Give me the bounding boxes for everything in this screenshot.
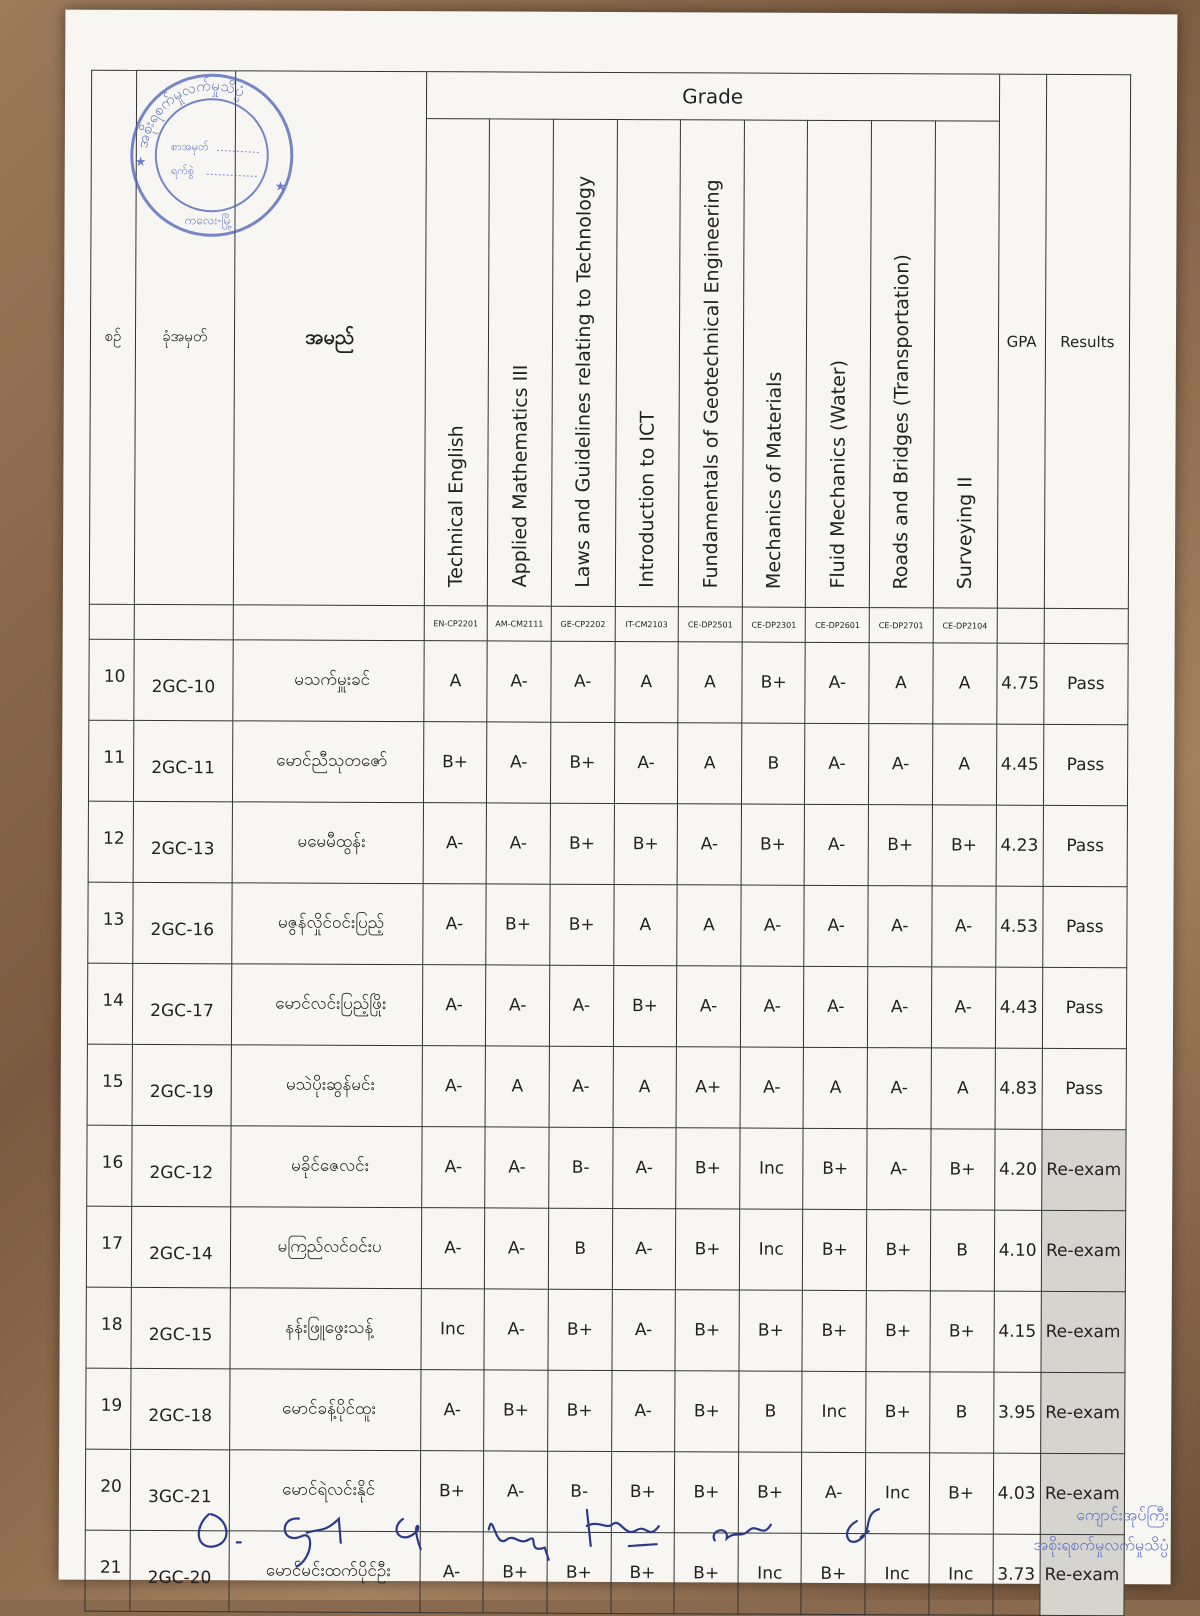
serial-number: 15	[87, 1044, 133, 1125]
institution-name: အစိုးရစက်မှုလက်မှုသိပ္ပံ	[939, 1529, 1169, 1560]
serial-number: 21	[85, 1530, 131, 1611]
grade-cell: B+	[613, 965, 677, 1046]
serial-number: 17	[86, 1206, 132, 1287]
grade-cell: A	[614, 641, 678, 722]
results-header: Results	[1044, 74, 1131, 608]
grade-cell: B+	[803, 1128, 867, 1209]
code-spacer	[89, 604, 134, 639]
grade-cell: B+	[420, 1451, 484, 1532]
grade-cell: B+	[929, 1453, 993, 1534]
grade-cell: B+	[550, 803, 614, 884]
roll-number: 2GC-15	[131, 1287, 230, 1368]
grade-cell: B+	[930, 1291, 994, 1372]
code-spacer	[134, 604, 233, 639]
grade-table	[84, 70, 1131, 1616]
grade-cell: A-	[867, 1048, 931, 1129]
grade-cell: A-	[867, 1129, 931, 1210]
principal-stamp	[939, 1499, 1169, 1570]
subject-code: CE-DP2501	[678, 607, 742, 642]
gpa-value: 4.10	[994, 1210, 1042, 1291]
result-status: Re-exam	[1041, 1129, 1126, 1210]
student-name: မောင်ညီသုတဇော်	[232, 721, 423, 803]
roll-number: 2GC-16	[133, 882, 232, 963]
grade-cell: B+	[614, 803, 678, 884]
grade-cell: A-	[612, 1127, 676, 1208]
student-name: မဇွန်လှိုင်ဝင်းပြည့်	[231, 883, 422, 965]
grade-cell: B+	[742, 642, 806, 723]
grade-cell: A	[423, 641, 487, 722]
grade-cell: A-	[485, 1208, 549, 1289]
grade-cell: A	[678, 723, 742, 804]
grade-cell: A-	[612, 1208, 676, 1289]
result-status: Pass	[1043, 805, 1128, 886]
roll-number: 2GC-13	[133, 801, 232, 882]
serial-number: 16	[87, 1125, 133, 1206]
gpa-value: 4.45	[996, 724, 1044, 805]
grade-cell: A-	[420, 1532, 484, 1613]
grade-cell: A-	[869, 724, 933, 805]
grade-cell: B	[738, 1371, 802, 1452]
grade-cell: B+	[868, 805, 932, 886]
grade-cell: B	[741, 723, 805, 804]
grade-cell: Inc	[929, 1534, 993, 1615]
student-name: မကြည်လင်ဝင်းပ	[230, 1207, 421, 1289]
grade-cell: A-	[802, 1452, 866, 1533]
grade-cell: B+	[930, 1129, 994, 1210]
grade-cell: A	[613, 884, 677, 965]
roll-number: 2GC-20	[130, 1530, 229, 1611]
seal-field-number: စာအမှတ်	[171, 140, 209, 155]
seal-star-icon: ★	[135, 155, 147, 170]
subject-title: Technical English	[445, 425, 468, 595]
gpa-header: GPA	[997, 74, 1047, 608]
grade-cell: A	[933, 643, 997, 724]
gpa-value: 3.95	[993, 1372, 1041, 1453]
subject-header	[488, 119, 554, 606]
subject-header	[933, 121, 999, 608]
grade-cell: B+	[674, 1533, 738, 1614]
grade-cell: Inc	[740, 1128, 804, 1209]
grade-cell: B+	[866, 1372, 930, 1453]
serial-number: 18	[86, 1287, 132, 1368]
grade-cell: A-	[486, 803, 550, 884]
student-row	[87, 1125, 1126, 1211]
result-sheet	[59, 10, 1178, 1585]
gpa-value: 4.75	[996, 643, 1044, 724]
grade-cell: B+	[676, 1128, 740, 1209]
subject-code: CE-DP2104	[933, 608, 997, 643]
grade-cell: A-	[421, 1208, 485, 1289]
subject-title: Roads and Bridges (Transportation)	[890, 254, 913, 597]
roll-number: 2GC-19	[132, 1044, 231, 1125]
student-row	[86, 1206, 1125, 1292]
roll-number: 2GC-14	[132, 1206, 231, 1287]
serial-header: စဉ်	[89, 70, 136, 604]
subject-header	[742, 120, 808, 607]
grade-cell: B+	[610, 1532, 674, 1613]
grade-cell: B+	[674, 1452, 738, 1533]
grade-cell: B	[929, 1372, 993, 1453]
roll-number: 2GC-10	[134, 639, 233, 720]
gpa-value: 3.73	[992, 1534, 1040, 1615]
subject-header	[551, 119, 617, 606]
grade-cell: B+	[486, 884, 550, 965]
grade-cell: B+	[484, 1370, 548, 1451]
student-row	[88, 882, 1127, 968]
grade-cell: A-	[421, 1127, 485, 1208]
grade-cell: A+	[676, 1047, 740, 1128]
subject-code: IT-CM2103	[615, 606, 679, 641]
gpa-value: 4.03	[993, 1453, 1041, 1534]
serial-number: 20	[85, 1449, 131, 1530]
grade-cell: B+	[548, 1370, 612, 1451]
grade-cell: A-	[420, 1370, 484, 1451]
grade-cell: A-	[422, 1046, 486, 1127]
grade-cell: A-	[868, 967, 932, 1048]
student-name: မသဲပိုးဆွန်မင်း	[231, 1045, 422, 1127]
subject-code: EN-CP2201	[424, 606, 488, 641]
grade-cell: B	[548, 1208, 612, 1289]
roll-no-header: ခုံအမှတ်	[134, 70, 235, 604]
gpa-value: 4.53	[995, 886, 1043, 967]
grade-cell: B+	[550, 722, 614, 803]
signature-1	[199, 1514, 227, 1547]
result-status: Pass	[1042, 967, 1127, 1048]
result-status: Re-exam	[1040, 1372, 1125, 1453]
grade-cell: Inc	[865, 1453, 929, 1534]
student-name: မမေမီထွန်း	[232, 802, 423, 884]
grade-cell: A-	[487, 641, 551, 722]
subject-header	[424, 119, 490, 606]
seal-field-date: ရက်စွဲ	[171, 164, 194, 179]
grade-cell: A-	[422, 884, 486, 965]
subject-title: Applied Mathematics III	[508, 365, 531, 596]
roll-number: 3GC-21	[130, 1449, 229, 1530]
signatures	[189, 1488, 959, 1571]
grade-cell: A-	[868, 886, 932, 967]
grade-cell: Inc	[738, 1533, 802, 1614]
gpa-value: 4.20	[994, 1129, 1042, 1210]
signature-3	[396, 1519, 420, 1549]
serial-number: 14	[87, 963, 133, 1044]
grade-cell: A-	[549, 1046, 613, 1127]
grade-cell: B+	[676, 1209, 740, 1290]
student-row	[89, 639, 1128, 725]
student-name: မောင်လင်းပြည့်ဖြိုး	[231, 964, 422, 1046]
grade-cell: B+	[738, 1452, 802, 1533]
code-spacer-results	[1044, 608, 1128, 643]
signature-2	[285, 1518, 341, 1566]
roll-number: 2GC-18	[131, 1368, 230, 1449]
grade-cell: B	[930, 1210, 994, 1291]
grade-cell: A-	[487, 722, 551, 803]
grade-cell: A-	[740, 966, 804, 1047]
subject-code: CE-DP2701	[869, 608, 933, 643]
grade-cell: B+	[801, 1533, 865, 1614]
grade-cell: A-	[486, 965, 550, 1046]
student-row	[87, 1044, 1126, 1130]
student-name: နန်းဖြူဖွေးသန့်	[230, 1288, 421, 1370]
grade-cell: Inc	[865, 1534, 929, 1615]
result-status: Pass	[1042, 1048, 1127, 1129]
subject-title: Surveying II	[954, 477, 977, 598]
subject-header	[615, 119, 681, 606]
serial-number: 12	[88, 801, 134, 882]
student-name: မောင်မင်းထက်ပိုင်ဦး	[229, 1531, 420, 1613]
student-name: မသက်မှူးခင်	[233, 640, 424, 722]
grade-cell: A	[485, 1046, 549, 1127]
grade-cell: A-	[805, 642, 869, 723]
result-status: Re-exam	[1040, 1453, 1125, 1534]
grade-cell: A-	[484, 1289, 548, 1370]
grade-cell: B+	[483, 1532, 547, 1613]
grade-cell: B-	[549, 1127, 613, 1208]
grade-cell: B+	[550, 884, 614, 965]
signature-5	[587, 1510, 659, 1546]
subject-title: Mechanics of Materials	[763, 371, 786, 596]
grade-cell: Inc	[802, 1371, 866, 1452]
grade-cell: A-	[740, 1047, 804, 1128]
grade-cell: B+	[739, 1290, 803, 1371]
subject-title: Introduction to ICT	[636, 411, 659, 596]
gpa-value: 4.23	[996, 805, 1044, 886]
student-row	[86, 1368, 1125, 1454]
roll-number: 2GC-11	[134, 720, 233, 801]
grade-cell: A	[804, 1047, 868, 1128]
grade-cell: A-	[804, 966, 868, 1047]
grade-cell: B+	[611, 1451, 675, 1532]
code-spacer-gpa	[997, 608, 1044, 643]
subject-header	[806, 120, 872, 607]
grade-cell: B+	[866, 1210, 930, 1291]
result-status: Re-exam	[1040, 1534, 1125, 1615]
grade-cell: A-	[805, 804, 869, 885]
grade-cell: A-	[614, 722, 678, 803]
signature-6	[714, 1524, 771, 1540]
grade-cell: B+	[423, 722, 487, 803]
grade-cell: B+	[675, 1290, 739, 1371]
grade-cell: A-	[932, 886, 996, 967]
grade-cell: Inc	[421, 1289, 485, 1370]
student-name: မောင်ခန့်ပိုင်ထူး	[229, 1369, 420, 1451]
grade-cell: A-	[611, 1370, 675, 1451]
subject-code: GE-CP2202	[551, 606, 615, 641]
grade-cell: A-	[931, 967, 995, 1048]
grade-cell: A	[932, 724, 996, 805]
subject-code: AM-CM2111	[487, 606, 551, 641]
grade-cell: A-	[551, 641, 615, 722]
seal-ring-text: အစိုးရစက်မှုလက်မှုသိပ္ပံ	[133, 76, 247, 151]
roll-number: 2GC-17	[133, 963, 232, 1044]
result-status: Pass	[1042, 886, 1127, 967]
grade-cell: A	[677, 885, 741, 966]
grade-cell: A-	[549, 965, 613, 1046]
grade-cell: A-	[612, 1289, 676, 1370]
name-header: အမည်	[233, 71, 426, 606]
grade-cell: A-	[677, 966, 741, 1047]
grade-cell: A-	[484, 1451, 548, 1532]
grade-cell: B+	[866, 1291, 930, 1372]
result-status: Re-exam	[1041, 1210, 1126, 1291]
signature-7	[847, 1509, 879, 1542]
signature-4	[489, 1524, 549, 1560]
gpa-value: 4.43	[995, 967, 1043, 1048]
grade-cell: B+	[932, 805, 996, 886]
seal-bottom-text: ကလေး-မြို့	[184, 211, 232, 230]
subject-code: CE-DP2301	[742, 607, 806, 642]
student-row	[87, 963, 1126, 1049]
serial-number: 10	[89, 639, 135, 720]
subject-title: Laws and Guidelines relating to Technology	[572, 176, 596, 596]
result-status: Re-exam	[1041, 1291, 1126, 1372]
subject-header	[869, 121, 935, 608]
student-row	[88, 801, 1127, 887]
grade-cell: A-	[805, 723, 869, 804]
grade-cell: B+	[675, 1371, 739, 1452]
serial-number: 19	[86, 1368, 132, 1449]
result-status: Pass	[1044, 643, 1129, 724]
serial-number: 11	[88, 720, 134, 801]
grade-cell: B+	[547, 1532, 611, 1613]
grade-cell: B+	[803, 1209, 867, 1290]
grade-cell: B+	[741, 804, 805, 885]
grade-cell: B-	[547, 1451, 611, 1532]
student-name: မခိုင်ဇေလင်း	[230, 1126, 421, 1208]
grade-cell: A-	[677, 804, 741, 885]
gpa-value: 4.83	[995, 1048, 1043, 1129]
principal-title: ကျောင်းအုပ်ကြီး	[939, 1499, 1169, 1530]
grade-cell: A	[678, 642, 742, 723]
grade-cell: A	[869, 643, 933, 724]
grade-cell: A-	[485, 1127, 549, 1208]
student-row	[86, 1287, 1125, 1373]
subject-title: Fluid Mechanics (Water)	[827, 360, 850, 597]
student-name: မောင်ရဲလင်းနိုင်	[229, 1450, 420, 1532]
grade-group-header: Grade	[426, 72, 999, 121]
roll-number: 2GC-12	[132, 1125, 231, 1206]
grade-cell: A-	[422, 965, 486, 1046]
result-status: Pass	[1043, 724, 1128, 805]
grade-cell: B+	[548, 1289, 612, 1370]
grade-cell: A	[613, 1046, 677, 1127]
subject-code: CE-DP2601	[806, 607, 870, 642]
grade-cell: A-	[804, 885, 868, 966]
code-spacer	[233, 605, 424, 641]
grade-cell: A-	[423, 803, 487, 884]
grade-cell: A-	[741, 885, 805, 966]
subject-header	[679, 120, 745, 607]
grade-cell: Inc	[739, 1209, 803, 1290]
grade-cell: A	[931, 1048, 995, 1129]
grade-cell: B+	[802, 1290, 866, 1371]
subject-title: Fundamentals of Geotechnical Engineering	[699, 179, 723, 596]
seal-star-icon: ★	[275, 179, 287, 194]
serial-number: 13	[88, 882, 134, 963]
gpa-value: 4.15	[994, 1291, 1042, 1372]
student-row	[88, 720, 1127, 806]
